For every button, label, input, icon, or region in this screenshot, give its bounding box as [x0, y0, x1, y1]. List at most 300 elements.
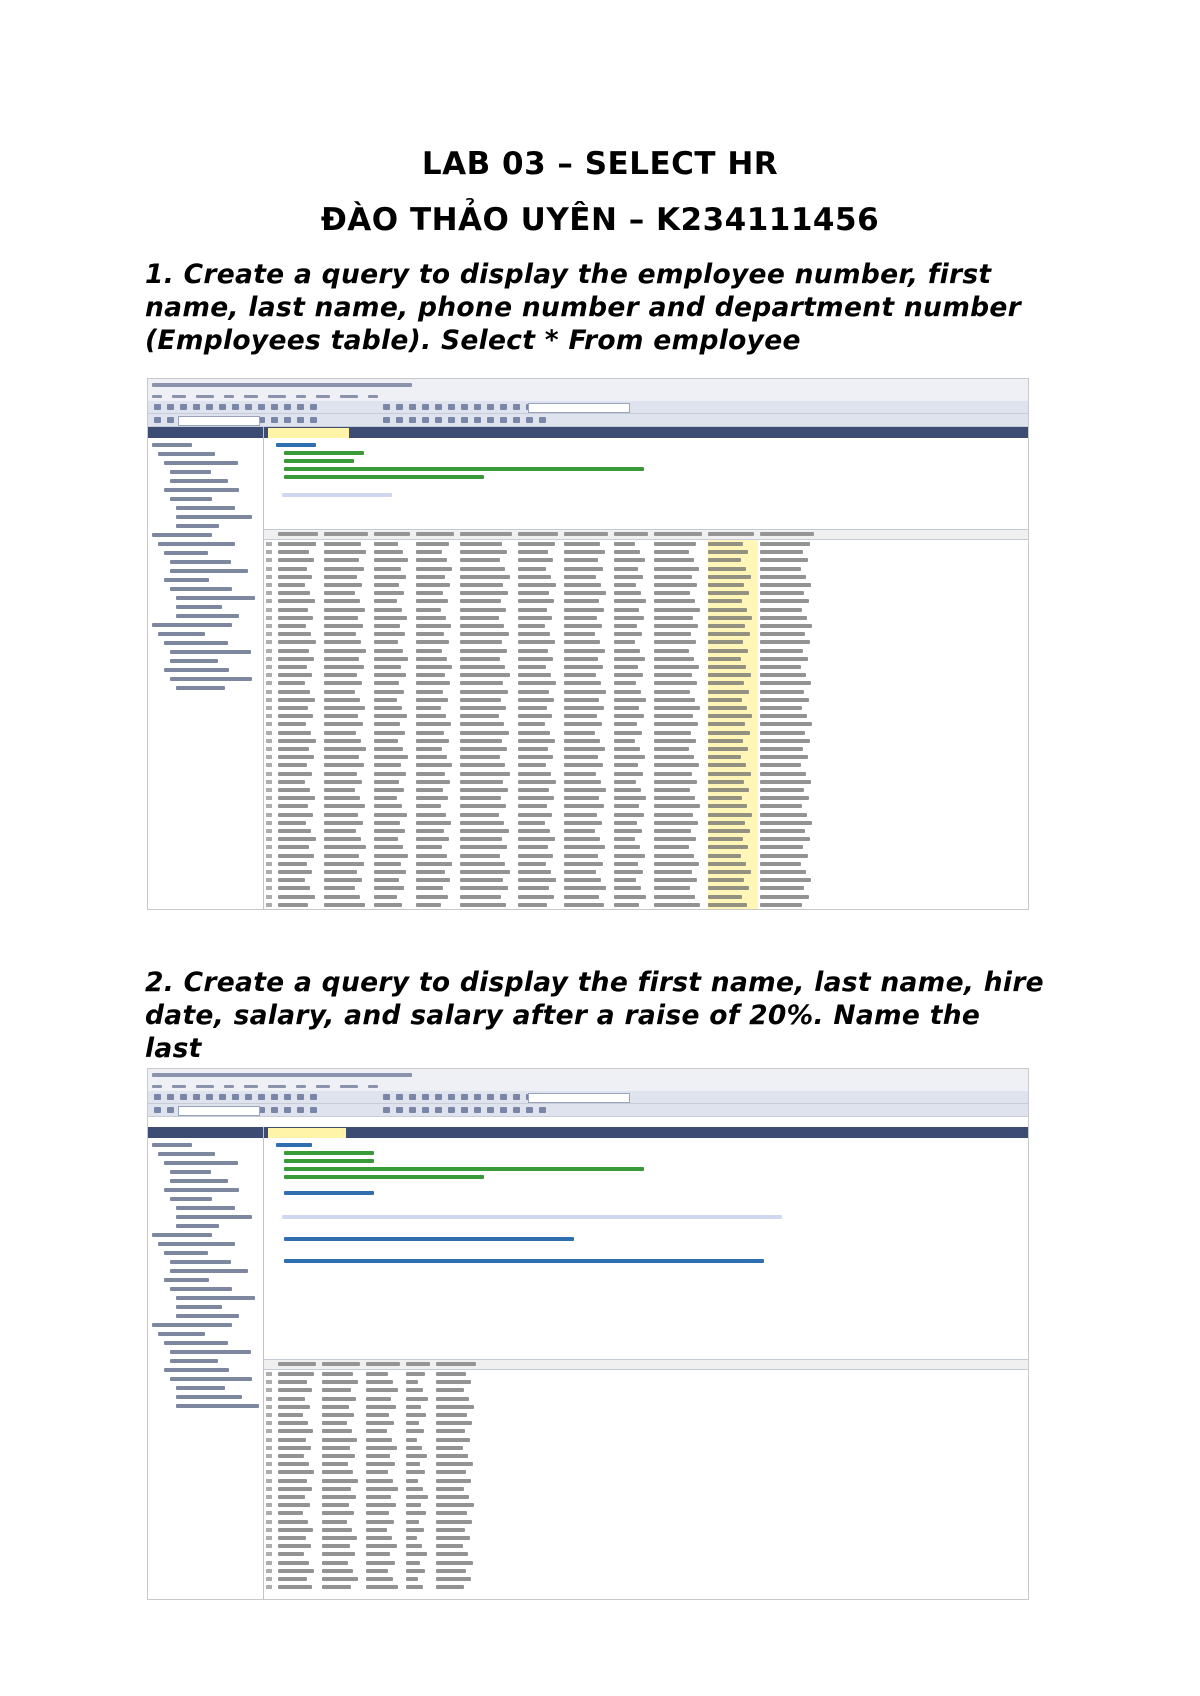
tree-item — [176, 614, 239, 618]
toolbar-button-icon — [539, 417, 546, 423]
table-cell — [564, 821, 602, 825]
toolbar-button-icon — [409, 1107, 416, 1113]
table-cell — [416, 722, 451, 726]
table-cell — [366, 1405, 396, 1409]
table-cell — [374, 681, 399, 685]
table-cell — [278, 886, 310, 890]
table-cell — [324, 845, 366, 849]
table-cell — [564, 599, 599, 603]
row-number — [266, 886, 272, 890]
table-cell — [654, 772, 692, 776]
table-cell — [460, 550, 507, 554]
table-cell — [460, 821, 504, 825]
table-row — [264, 581, 1028, 589]
table-cell — [278, 747, 309, 751]
table-cell — [324, 829, 356, 833]
table-cell — [374, 706, 402, 710]
tree-item — [170, 1260, 231, 1264]
table-cell — [278, 1569, 314, 1573]
table-cell — [760, 542, 810, 546]
table-cell — [614, 558, 645, 562]
window-title-bar — [148, 379, 1028, 391]
table-cell — [436, 1528, 465, 1532]
table-cell — [654, 722, 698, 726]
table-cell — [278, 558, 314, 562]
table-cell — [654, 788, 690, 792]
tree-item — [170, 677, 252, 681]
table-cell — [654, 821, 698, 825]
table-cell — [324, 567, 364, 571]
row-number — [266, 772, 272, 776]
table-cell — [366, 1503, 396, 1507]
table-cell — [322, 1405, 349, 1409]
table-cell — [278, 870, 312, 874]
table-row — [264, 1477, 1028, 1485]
table-cell — [406, 1520, 419, 1524]
table-row — [264, 1575, 1028, 1583]
tree-item — [176, 1314, 239, 1318]
table-cell — [760, 657, 808, 661]
tree-item — [170, 1170, 211, 1174]
table-cell — [654, 690, 690, 694]
toolbar-button-icon — [396, 404, 403, 410]
table-cell — [416, 624, 451, 628]
column-header — [460, 532, 512, 536]
table-cell — [708, 632, 750, 636]
table-cell — [374, 862, 401, 866]
table-cell — [654, 681, 697, 685]
toolbar-button-icon — [206, 404, 213, 410]
table-cell — [614, 714, 644, 718]
table-cell — [614, 804, 639, 808]
table-row — [264, 622, 1028, 630]
row-number — [266, 608, 272, 612]
row-number — [266, 895, 272, 899]
table-cell — [374, 763, 401, 767]
menu-item — [152, 1085, 162, 1088]
toolbar-button-icon — [271, 417, 278, 423]
table-cell — [416, 870, 445, 874]
results-grid — [264, 1359, 1028, 1599]
row-number — [266, 1503, 272, 1507]
table-cell — [324, 681, 362, 685]
row-number — [266, 1421, 272, 1425]
table-cell — [654, 829, 691, 833]
table-cell — [324, 649, 366, 653]
table-row — [264, 761, 1028, 769]
table-cell — [460, 788, 508, 792]
table-cell — [278, 1544, 311, 1548]
table-cell — [278, 1487, 312, 1491]
table-cell — [564, 878, 601, 882]
table-cell — [416, 772, 445, 776]
table-cell — [614, 591, 641, 595]
table-cell — [324, 583, 362, 587]
table-cell — [708, 649, 748, 653]
table-row — [264, 753, 1028, 761]
table-cell — [406, 1569, 425, 1573]
toolbar-button-icon — [539, 1107, 546, 1113]
table-cell — [416, 903, 441, 907]
table-row — [264, 720, 1028, 728]
toolbar-button-icon — [232, 1094, 239, 1100]
toolbar-button-icon — [167, 404, 174, 410]
table-cell — [564, 837, 600, 841]
table-cell — [322, 1561, 348, 1565]
row-number — [266, 780, 272, 784]
tree-item — [170, 659, 218, 663]
table-cell — [278, 624, 306, 628]
table-cell — [654, 780, 697, 784]
row-number — [266, 755, 272, 759]
table-cell — [374, 821, 400, 825]
table-cell — [564, 706, 604, 710]
table-cell — [322, 1454, 355, 1458]
table-cell — [366, 1536, 392, 1540]
row-number — [266, 1561, 272, 1565]
table-cell — [374, 714, 407, 718]
table-cell — [708, 591, 749, 595]
menu-item — [196, 395, 214, 398]
table-cell — [708, 804, 747, 808]
menu-item — [368, 395, 378, 398]
window-title-bar — [148, 1069, 1028, 1081]
toolbar-button-icon — [396, 1107, 403, 1113]
table-cell — [324, 854, 359, 858]
table-cell — [654, 895, 695, 899]
table-cell — [708, 673, 751, 677]
table-cell — [654, 657, 694, 661]
table-cell — [366, 1487, 398, 1491]
table-cell — [614, 821, 637, 825]
table-row — [264, 794, 1028, 802]
table-cell — [278, 1577, 307, 1581]
table-cell — [708, 813, 752, 817]
table-row — [264, 540, 1028, 548]
table-cell — [564, 690, 606, 694]
query-editor — [264, 1127, 1028, 1349]
table-cell — [366, 1388, 398, 1392]
object-explorer — [148, 1127, 264, 1599]
table-cell — [654, 649, 689, 653]
table-row — [264, 770, 1028, 778]
row-number — [266, 1413, 272, 1417]
column-header — [322, 1362, 360, 1366]
table-cell — [322, 1446, 350, 1450]
table-cell — [760, 632, 805, 636]
table-row — [264, 1485, 1028, 1493]
table-cell — [416, 747, 442, 751]
toolbar-button-icon — [297, 404, 304, 410]
object-explorer-header — [148, 1127, 263, 1138]
table-cell — [278, 649, 309, 653]
toolbar-button-icon — [474, 417, 481, 423]
table-cell — [460, 583, 503, 587]
row-number — [266, 837, 272, 841]
toolbar-button-icon — [474, 1094, 481, 1100]
table-cell — [416, 739, 449, 743]
code-line — [276, 443, 316, 447]
table-cell — [416, 796, 448, 800]
results-grid-header — [264, 1360, 1028, 1370]
table-cell — [278, 1397, 305, 1401]
table-cell — [708, 665, 746, 669]
toolbar-button-icon — [500, 1094, 507, 1100]
table-cell — [278, 821, 306, 825]
table-cell — [416, 862, 452, 866]
table-cell — [760, 698, 809, 702]
table-cell — [760, 599, 809, 603]
table-cell — [416, 657, 447, 661]
table-cell — [436, 1397, 469, 1401]
tree-item — [176, 1206, 235, 1210]
table-cell — [518, 895, 554, 899]
code-line — [284, 1237, 574, 1241]
table-cell — [614, 690, 641, 694]
table-cell — [654, 796, 695, 800]
table-row — [264, 679, 1028, 687]
row-number — [266, 575, 272, 579]
code-line — [284, 1259, 764, 1263]
row-number — [266, 640, 272, 644]
table-cell — [366, 1397, 391, 1401]
table-cell — [374, 608, 402, 612]
tree-item — [170, 470, 211, 474]
table-cell — [416, 599, 448, 603]
table-cell — [416, 763, 452, 767]
toolbar-button-icon — [310, 404, 317, 410]
table-cell — [322, 1511, 354, 1515]
table-cell — [374, 583, 399, 587]
table-cell — [416, 755, 447, 759]
row-number — [266, 657, 272, 661]
table-cell — [278, 698, 315, 702]
table-cell — [406, 1421, 419, 1425]
table-cell — [278, 755, 314, 759]
table-cell — [760, 878, 811, 882]
table-cell — [416, 690, 443, 694]
toolbar-button-icon — [167, 1107, 174, 1113]
table-cell — [564, 608, 604, 612]
table-cell — [614, 706, 639, 710]
table-cell — [654, 763, 699, 767]
table-cell — [518, 796, 554, 800]
table-cell — [460, 731, 509, 735]
table-cell — [416, 632, 444, 636]
window-title-text — [152, 383, 412, 387]
table-cell — [374, 575, 406, 579]
table-cell — [366, 1438, 392, 1442]
table-cell — [366, 1479, 393, 1483]
table-cell — [416, 837, 449, 841]
table-row — [264, 606, 1028, 614]
table-cell — [436, 1569, 466, 1573]
table-cell — [278, 673, 312, 677]
table-cell — [564, 665, 603, 669]
table-cell — [564, 649, 605, 653]
table-cell — [708, 763, 746, 767]
row-number — [266, 1388, 272, 1392]
tree-item — [170, 497, 212, 501]
table-cell — [278, 722, 306, 726]
table-row — [264, 630, 1028, 638]
table-cell — [278, 1585, 312, 1589]
table-cell — [564, 862, 603, 866]
table-cell — [416, 608, 441, 612]
toolbar-button-icon — [461, 404, 468, 410]
row-number — [266, 878, 272, 882]
toolbar-button-icon — [271, 404, 278, 410]
table-cell — [436, 1520, 472, 1524]
table-cell — [460, 673, 510, 677]
table-cell — [406, 1462, 420, 1466]
table-cell — [564, 575, 596, 579]
table-row — [264, 1493, 1028, 1501]
table-cell — [460, 624, 504, 628]
row-number — [266, 624, 272, 628]
table-row — [264, 1526, 1028, 1534]
table-cell — [374, 624, 400, 628]
table-cell — [322, 1577, 358, 1581]
menu-bar — [148, 391, 1028, 401]
table-cell — [374, 722, 400, 726]
table-cell — [564, 632, 595, 636]
table-cell — [406, 1380, 418, 1384]
table-cell — [416, 681, 450, 685]
table-cell — [760, 886, 804, 890]
table-cell — [322, 1470, 353, 1474]
row-number — [266, 1536, 272, 1540]
table-cell — [278, 567, 307, 571]
table-cell — [460, 657, 500, 661]
table-cell — [278, 813, 313, 817]
table-cell — [416, 813, 446, 817]
table-cell — [322, 1397, 356, 1401]
row-number — [266, 1520, 272, 1524]
table-row — [264, 671, 1028, 679]
table-cell — [278, 608, 308, 612]
toolbar-button-icon — [435, 404, 442, 410]
table-cell — [324, 632, 356, 636]
menu-item — [316, 395, 330, 398]
table-cell — [518, 673, 551, 677]
table-cell — [760, 608, 802, 612]
table-cell — [460, 903, 506, 907]
table-row — [264, 548, 1028, 556]
toolbar-button-icon — [154, 417, 161, 423]
row-number — [266, 747, 272, 751]
table-cell — [654, 862, 699, 866]
table-cell — [708, 862, 746, 866]
row-number — [266, 804, 272, 808]
table-cell — [278, 788, 310, 792]
table-cell — [366, 1429, 387, 1433]
table-cell — [708, 616, 752, 620]
menu-item — [296, 395, 306, 398]
table-cell — [564, 739, 600, 743]
table-cell — [374, 772, 406, 776]
toolbar-button-icon — [383, 1094, 390, 1100]
table-cell — [374, 780, 399, 784]
row-number — [266, 649, 272, 653]
table-cell — [436, 1438, 470, 1442]
table-cell — [324, 550, 366, 554]
table-row — [264, 647, 1028, 655]
table-row — [264, 597, 1028, 605]
table-cell — [518, 681, 556, 685]
table-cell — [416, 673, 445, 677]
table-cell — [518, 804, 547, 808]
row-number — [266, 1569, 272, 1573]
table-cell — [366, 1495, 391, 1499]
table-cell — [374, 739, 398, 743]
row-number — [266, 903, 272, 907]
table-cell — [278, 854, 314, 858]
table-cell — [708, 722, 745, 726]
table-cell — [374, 616, 407, 620]
toolbar-button-icon — [310, 1107, 317, 1113]
menu-item — [368, 1085, 378, 1088]
table-cell — [518, 591, 549, 595]
table-cell — [460, 813, 499, 817]
table-cell — [278, 542, 316, 546]
table-cell — [614, 673, 643, 677]
table-row — [264, 589, 1028, 597]
table-cell — [324, 706, 365, 710]
toolbar-button-icon — [180, 404, 187, 410]
table-cell — [324, 575, 357, 579]
table-row — [264, 819, 1028, 827]
table-cell — [564, 673, 596, 677]
table-cell — [460, 796, 501, 800]
menu-item — [268, 1085, 286, 1088]
tree-item — [176, 524, 219, 528]
table-cell — [278, 640, 316, 644]
table-row — [264, 712, 1028, 720]
table-cell — [406, 1511, 426, 1515]
table-cell — [278, 1462, 309, 1466]
table-cell — [374, 558, 408, 562]
object-explorer — [148, 427, 264, 909]
toolbar-button-icon — [245, 1094, 252, 1100]
table-cell — [278, 763, 307, 767]
table-row — [264, 614, 1028, 622]
toolbar-button-icon — [167, 1094, 174, 1100]
table-cell — [564, 895, 599, 899]
table-cell — [374, 845, 403, 849]
row-number — [266, 1380, 272, 1384]
table-cell — [322, 1569, 353, 1573]
table-cell — [760, 575, 806, 579]
table-cell — [366, 1462, 395, 1466]
table-row — [264, 802, 1028, 810]
table-cell — [614, 657, 645, 661]
table-cell — [460, 681, 503, 685]
table-row — [264, 729, 1028, 737]
code-line — [284, 467, 644, 471]
table-cell — [324, 755, 359, 759]
table-cell — [416, 804, 441, 808]
table-cell — [614, 829, 642, 833]
table-cell — [760, 895, 809, 899]
table-cell — [708, 739, 743, 743]
column-header — [374, 532, 410, 536]
table-row — [264, 638, 1028, 646]
table-cell — [518, 837, 555, 841]
table-cell — [278, 1380, 307, 1384]
table-cell — [436, 1479, 471, 1483]
table-cell — [406, 1446, 422, 1450]
